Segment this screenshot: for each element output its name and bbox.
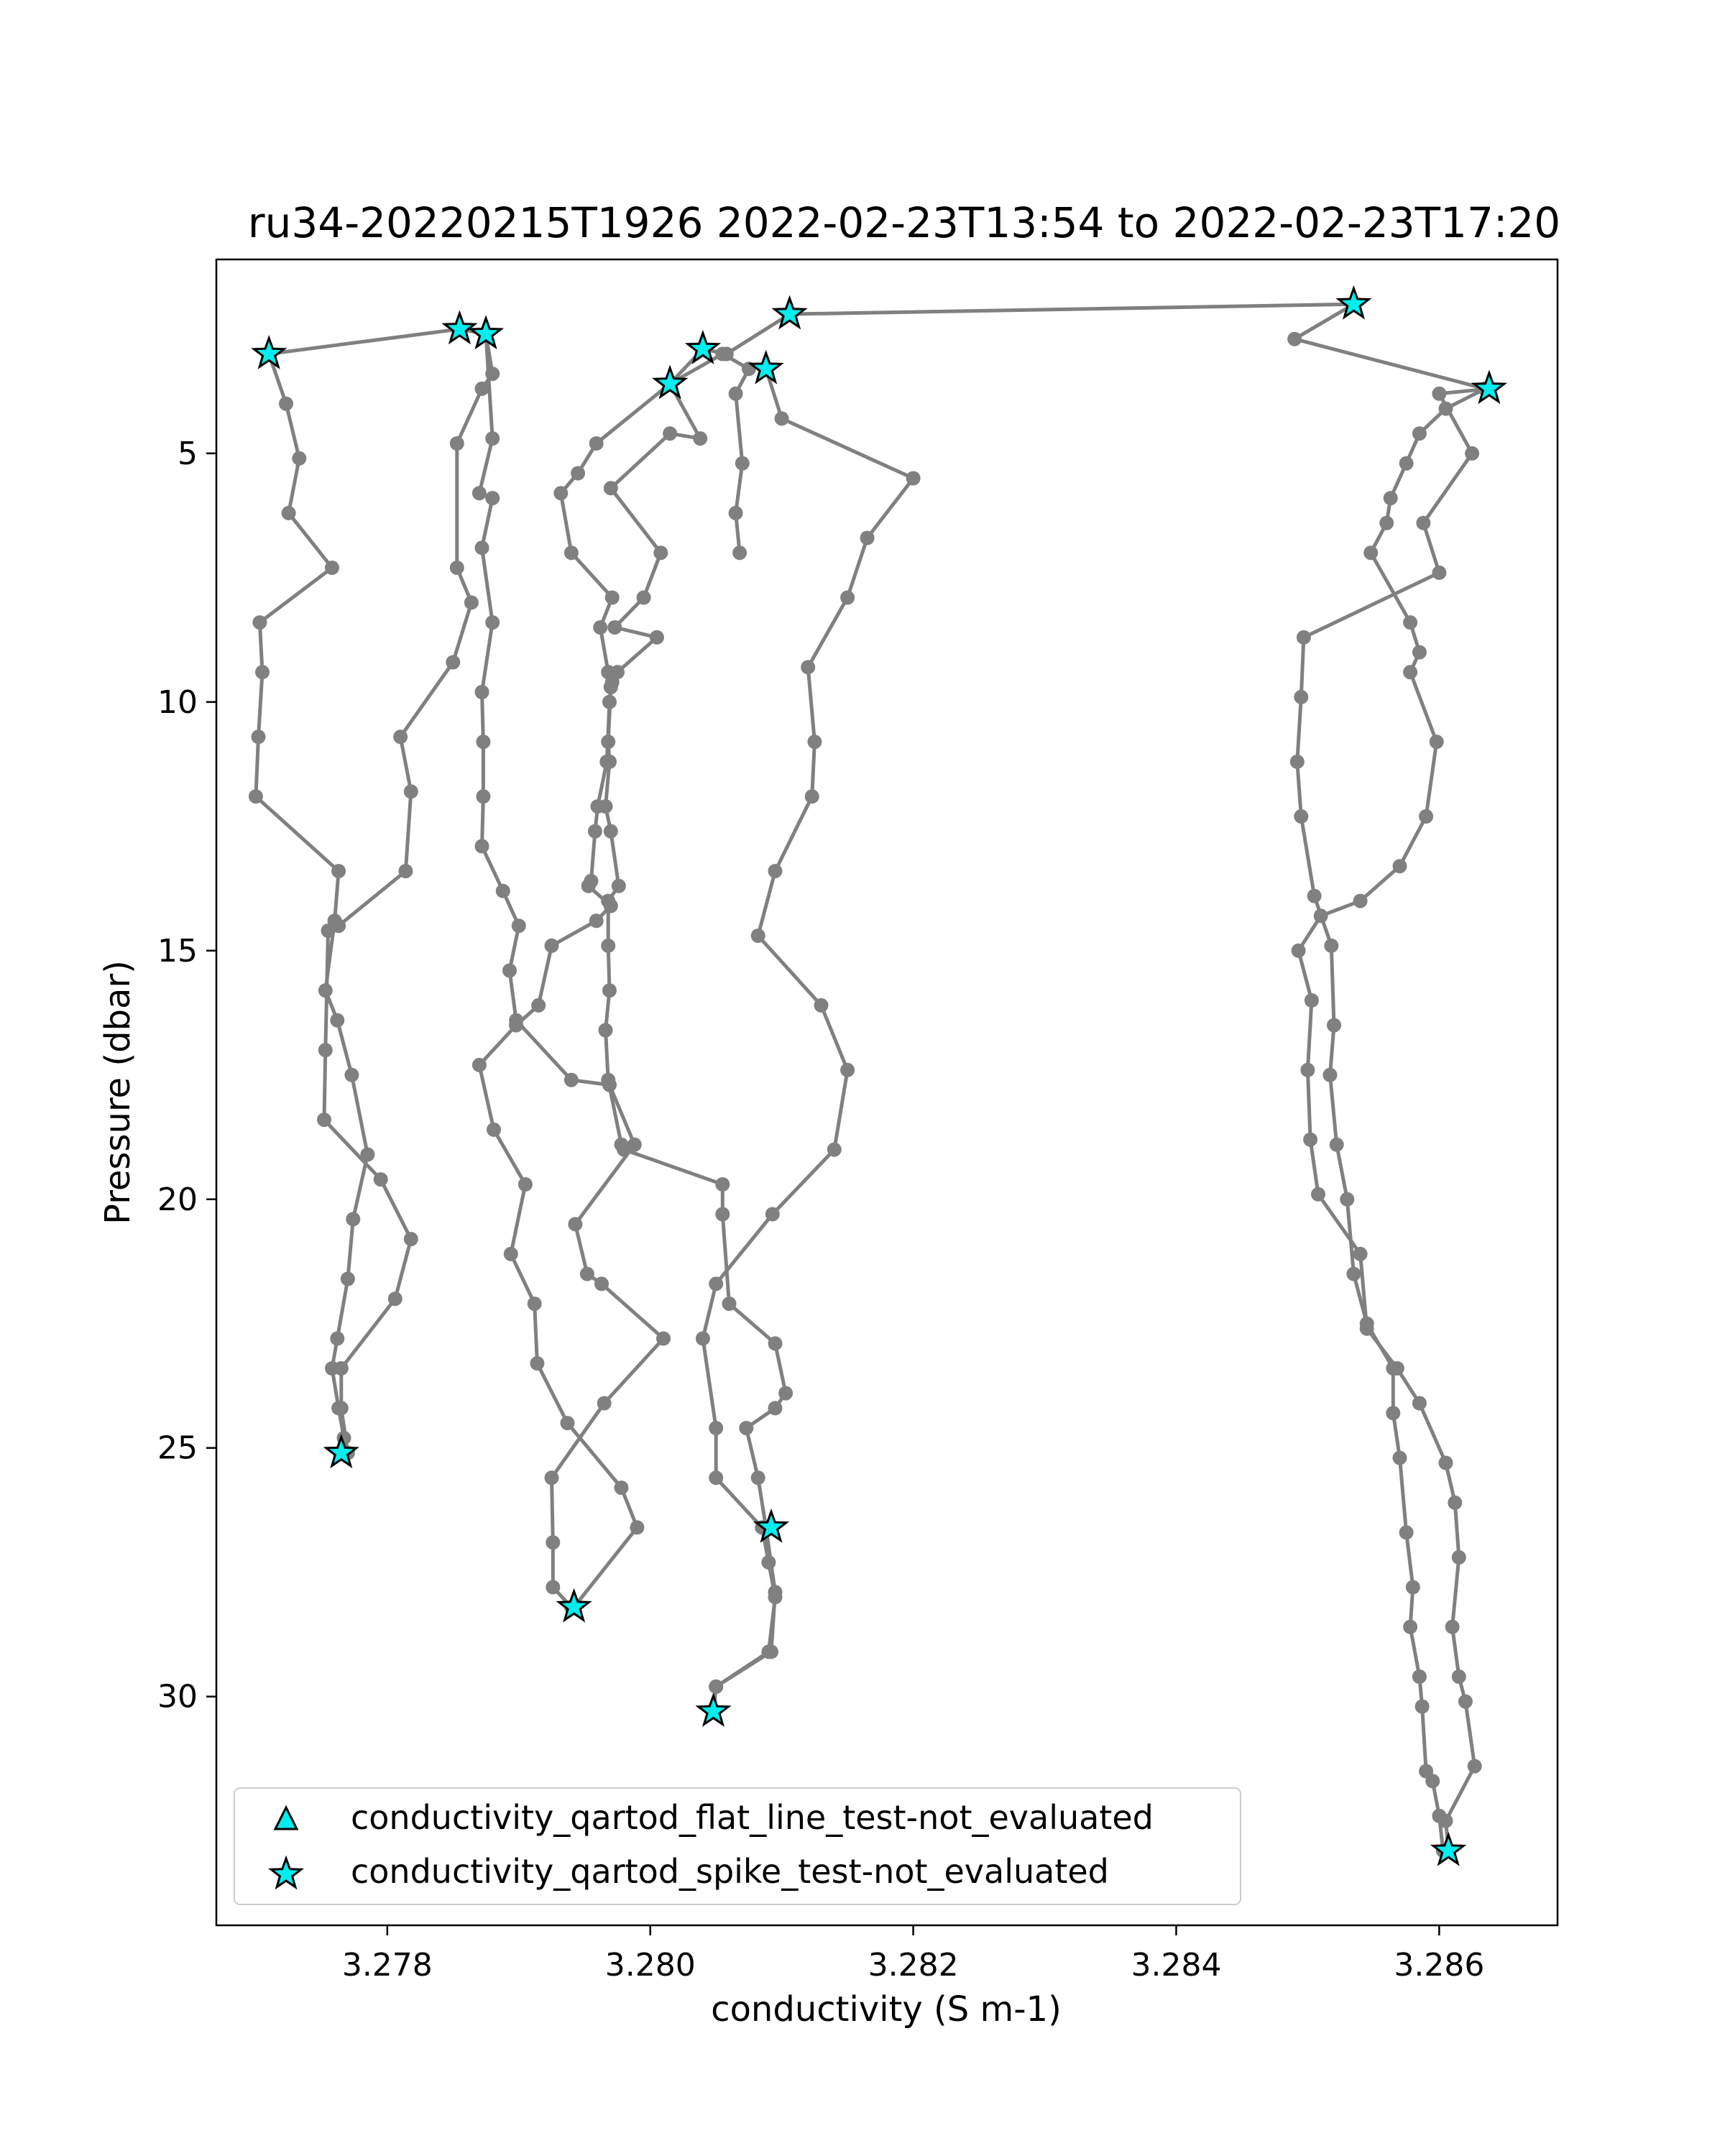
data-point	[571, 466, 585, 481]
data-point	[715, 1207, 730, 1222]
data-point	[528, 1296, 542, 1311]
data-point	[709, 1421, 723, 1435]
data-point	[496, 884, 510, 898]
data-point	[518, 1177, 533, 1192]
data-point	[827, 1143, 842, 1157]
data-point	[1386, 1361, 1400, 1376]
data-point	[715, 1177, 730, 1192]
data-point	[1386, 1406, 1400, 1420]
data-point	[374, 1172, 388, 1187]
data-point	[778, 1386, 793, 1401]
data-point	[1412, 426, 1427, 441]
data-point	[553, 486, 568, 500]
data-point	[341, 1272, 355, 1286]
data-point	[1330, 1138, 1344, 1152]
data-point	[1458, 1695, 1473, 1709]
data-point	[602, 695, 617, 709]
data-point	[604, 824, 618, 839]
data-point	[512, 918, 526, 933]
data-point	[1448, 1496, 1462, 1510]
data-point	[1323, 1068, 1338, 1082]
data-point	[709, 1470, 723, 1485]
data-point	[282, 506, 296, 520]
data-point	[601, 734, 615, 749]
data-point	[318, 1043, 333, 1057]
data-point	[751, 929, 765, 943]
data-point	[604, 481, 618, 495]
data-point	[840, 591, 855, 605]
data-point	[610, 665, 625, 679]
data-point	[1290, 755, 1305, 769]
data-point	[1305, 993, 1319, 1008]
data-point	[1307, 889, 1322, 903]
data-point	[388, 1291, 402, 1306]
data-point	[860, 531, 875, 545]
data-point	[594, 1276, 609, 1291]
data-point	[545, 939, 559, 953]
data-point	[249, 789, 263, 803]
data-point	[693, 431, 707, 446]
data-point	[472, 1058, 487, 1072]
data-point	[1297, 630, 1311, 645]
data-point	[607, 620, 622, 635]
data-point	[1465, 446, 1479, 461]
data-point	[334, 1361, 349, 1376]
data-point	[709, 1680, 723, 1694]
data-point	[1432, 566, 1446, 580]
data-point	[739, 1421, 753, 1435]
data-point	[450, 436, 464, 451]
data-point	[360, 1148, 374, 1162]
data-point	[840, 1063, 855, 1077]
data-point	[1292, 944, 1306, 958]
data-point	[1327, 1018, 1341, 1033]
data-point	[1412, 645, 1427, 660]
data-point	[1363, 545, 1378, 560]
x-tick-label: 3.284	[1131, 1947, 1222, 1984]
data-point	[653, 545, 668, 560]
data-point	[255, 665, 270, 679]
data-point	[450, 561, 464, 575]
y-tick-label: 15	[157, 932, 198, 969]
legend-label-flat-line: conductivity_qartod_flat_line_test-not_evaluated	[351, 1798, 1154, 1837]
data-point	[446, 655, 460, 670]
data-point	[597, 1396, 612, 1411]
data-point	[602, 983, 617, 998]
data-point	[615, 1480, 629, 1495]
data-point	[252, 615, 267, 630]
data-point	[1340, 1192, 1354, 1207]
data-point	[1353, 894, 1368, 908]
data-point	[1379, 516, 1394, 530]
legend	[234, 1788, 1241, 1904]
data-point	[814, 998, 829, 1013]
data-point	[775, 411, 789, 425]
data-point	[1384, 491, 1398, 505]
data-point	[485, 491, 500, 505]
data-point	[1300, 1063, 1315, 1077]
data-point	[604, 680, 618, 694]
data-point	[568, 1217, 582, 1231]
data-point	[1432, 1809, 1446, 1823]
data-point	[344, 1068, 359, 1082]
x-tick-label: 3.280	[604, 1947, 696, 1984]
data-point	[630, 1520, 644, 1534]
data-point	[650, 630, 664, 645]
data-point	[1314, 908, 1328, 923]
data-point	[751, 1470, 765, 1485]
data-point	[1406, 1580, 1420, 1595]
data-point	[1393, 859, 1407, 873]
data-point	[1439, 402, 1453, 416]
data-point	[601, 939, 615, 953]
data-point	[1468, 1759, 1482, 1774]
data-point	[588, 824, 602, 839]
data-point	[593, 620, 607, 635]
data-point	[601, 894, 615, 908]
data-point	[561, 1416, 575, 1430]
data-point	[768, 864, 783, 878]
y-tick-label: 30	[157, 1678, 198, 1715]
data-point	[404, 1232, 418, 1246]
data-point	[564, 1073, 579, 1087]
data-point	[504, 1247, 518, 1261]
data-point	[1403, 665, 1417, 679]
data-point	[601, 1073, 615, 1087]
data-point	[715, 347, 730, 361]
x-tick-label: 3.286	[1394, 1947, 1485, 1984]
data-point	[331, 864, 346, 878]
data-point	[589, 436, 604, 451]
x-tick-label: 3.278	[341, 1947, 433, 1984]
data-point	[768, 1585, 783, 1599]
data-point	[1452, 1550, 1466, 1565]
y-tick-label: 5	[178, 435, 198, 472]
data-point	[472, 486, 487, 500]
data-point	[1287, 332, 1302, 346]
data-point	[485, 431, 500, 446]
data-point	[807, 734, 822, 749]
x-tick-label: 3.282	[868, 1947, 959, 1984]
data-point	[1445, 1620, 1460, 1634]
data-point	[404, 784, 418, 798]
data-point	[509, 1018, 523, 1033]
data-point	[485, 367, 500, 381]
data-point	[1419, 1764, 1433, 1779]
chart-title: ru34-20220215T1926 2022-02-23T13:54 to 2022-02-23T17:20	[247, 198, 1561, 247]
data-point	[663, 426, 677, 441]
data-point	[801, 660, 815, 674]
data-point	[1353, 1247, 1368, 1261]
data-point	[906, 471, 921, 486]
data-point	[761, 1555, 776, 1570]
data-point	[722, 1296, 737, 1311]
data-point	[584, 874, 598, 888]
data-point	[531, 998, 546, 1013]
y-tick-label: 25	[157, 1429, 198, 1467]
data-point	[530, 1356, 544, 1370]
data-point	[318, 983, 333, 998]
data-point	[1303, 1133, 1317, 1147]
data-point	[765, 1207, 780, 1222]
data-point	[1452, 1669, 1466, 1684]
data-point	[334, 1401, 349, 1415]
data-point	[346, 1212, 360, 1226]
data-point	[602, 755, 617, 769]
data-point	[321, 923, 336, 938]
data-point	[325, 561, 339, 575]
data-point	[476, 734, 490, 749]
data-point	[732, 545, 747, 560]
data-point	[1432, 387, 1446, 401]
data-point	[615, 1138, 629, 1152]
data-point	[1346, 1267, 1361, 1281]
data-point	[252, 729, 266, 744]
data-point	[605, 591, 620, 605]
data-point	[764, 1644, 778, 1659]
legend-label-spike: conductivity_qartod_spike_test-not_evaluated	[351, 1852, 1109, 1891]
data-point	[564, 545, 579, 560]
data-point	[1399, 456, 1414, 471]
data-point	[1430, 734, 1444, 749]
y-tick-label: 10	[157, 683, 198, 721]
data-point	[485, 615, 500, 630]
data-point	[1416, 516, 1430, 530]
data-point	[589, 913, 604, 928]
data-point	[768, 1336, 783, 1350]
data-point	[475, 382, 489, 396]
data-point	[476, 789, 490, 803]
data-point	[580, 1267, 594, 1281]
y-tick-label: 20	[157, 1181, 198, 1218]
data-point	[279, 397, 293, 411]
data-point	[1412, 1669, 1427, 1684]
data-point	[1419, 809, 1433, 824]
x-axis-label: conductivity (S m-1)	[711, 1989, 1062, 2030]
data-point	[292, 451, 306, 466]
data-point	[1393, 1451, 1407, 1465]
data-point	[545, 1470, 559, 1485]
data-point	[612, 879, 626, 893]
data-point	[805, 789, 819, 803]
data-point	[502, 964, 517, 978]
data-point	[729, 506, 743, 520]
data-point	[1403, 615, 1417, 630]
y-axis-label: Pressure (dbar)	[98, 960, 138, 1225]
data-point	[398, 864, 413, 878]
data-point	[487, 1123, 501, 1137]
data-point	[599, 1023, 613, 1038]
data-point	[1294, 690, 1308, 704]
data-point	[637, 591, 651, 605]
data-point	[1403, 1620, 1417, 1634]
data-point	[1399, 1525, 1414, 1539]
data-point	[1412, 1396, 1427, 1411]
data-point	[1415, 1700, 1430, 1714]
data-point	[475, 685, 489, 699]
data-point	[1311, 1187, 1325, 1202]
data-point	[475, 540, 489, 555]
data-point	[1360, 1317, 1374, 1331]
data-point	[599, 799, 613, 814]
data-point	[729, 387, 743, 401]
data-point	[546, 1580, 560, 1595]
data-point	[330, 1013, 344, 1028]
data-point	[696, 1332, 710, 1346]
data-point	[656, 1332, 671, 1346]
data-point	[735, 456, 750, 471]
data-point	[768, 1401, 783, 1415]
data-point	[393, 729, 408, 744]
data-point	[1439, 1456, 1453, 1470]
data-point	[317, 1112, 331, 1127]
data-point	[1294, 809, 1308, 824]
data-point	[475, 839, 489, 854]
data-point	[464, 595, 479, 609]
data-point	[1324, 939, 1338, 953]
data-point	[330, 1332, 344, 1346]
data-point	[546, 1535, 560, 1549]
data-point	[709, 1276, 723, 1291]
